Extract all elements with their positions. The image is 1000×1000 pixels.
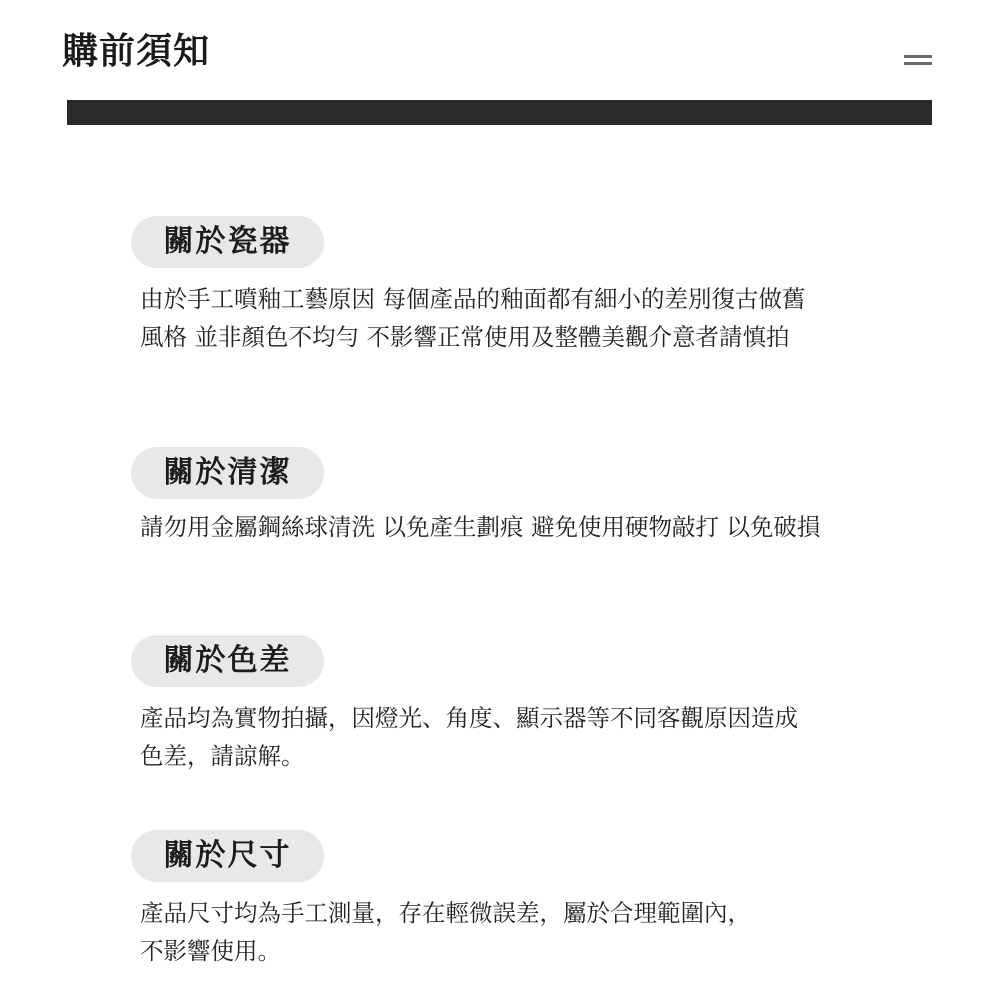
section-body-size: [140, 894, 751, 970]
body-line: 不影響使用。: [140, 937, 281, 965]
body-line: 風格 並非顏色不均勻 不影響正常使用及整體美觀介意者請慎拍: [140, 323, 790, 351]
body-line: 由於手工噴釉工藝原因 每個產品的釉面都有細小的差別復古做舊: [140, 285, 806, 313]
section-heading-color-difference: 關於色差: [131, 635, 324, 687]
menu-icon-bar-bottom: [904, 62, 932, 65]
section-heading-size: 關於尺寸: [131, 830, 324, 882]
section-heading-cleaning: 關於清潔: [131, 447, 324, 499]
menu-icon-bar-top: [904, 55, 932, 58]
body-line: 請勿用金屬鋼絲球清洗 以免產生劃痕 避免使用硬物敲打 以免破損: [140, 513, 821, 541]
menu-icon[interactable]: [904, 53, 932, 67]
section-heading-porcelain: 關於瓷器: [131, 216, 324, 268]
body-line: 色差，請諒解。: [140, 742, 305, 770]
section-body-porcelain: [140, 280, 805, 356]
body-line: 產品尺寸均為手工測量，存在輕微誤差，屬於合理範圍內，: [140, 899, 751, 927]
section-body-color-difference: [140, 699, 798, 775]
page-title: 購前須知: [62, 31, 211, 72]
body-line: 產品均為實物拍攝，因燈光、角度、顯示器等不同客觀原因造成: [140, 704, 798, 732]
section-body-cleaning: [140, 508, 820, 546]
title-divider-bar: [67, 100, 932, 125]
